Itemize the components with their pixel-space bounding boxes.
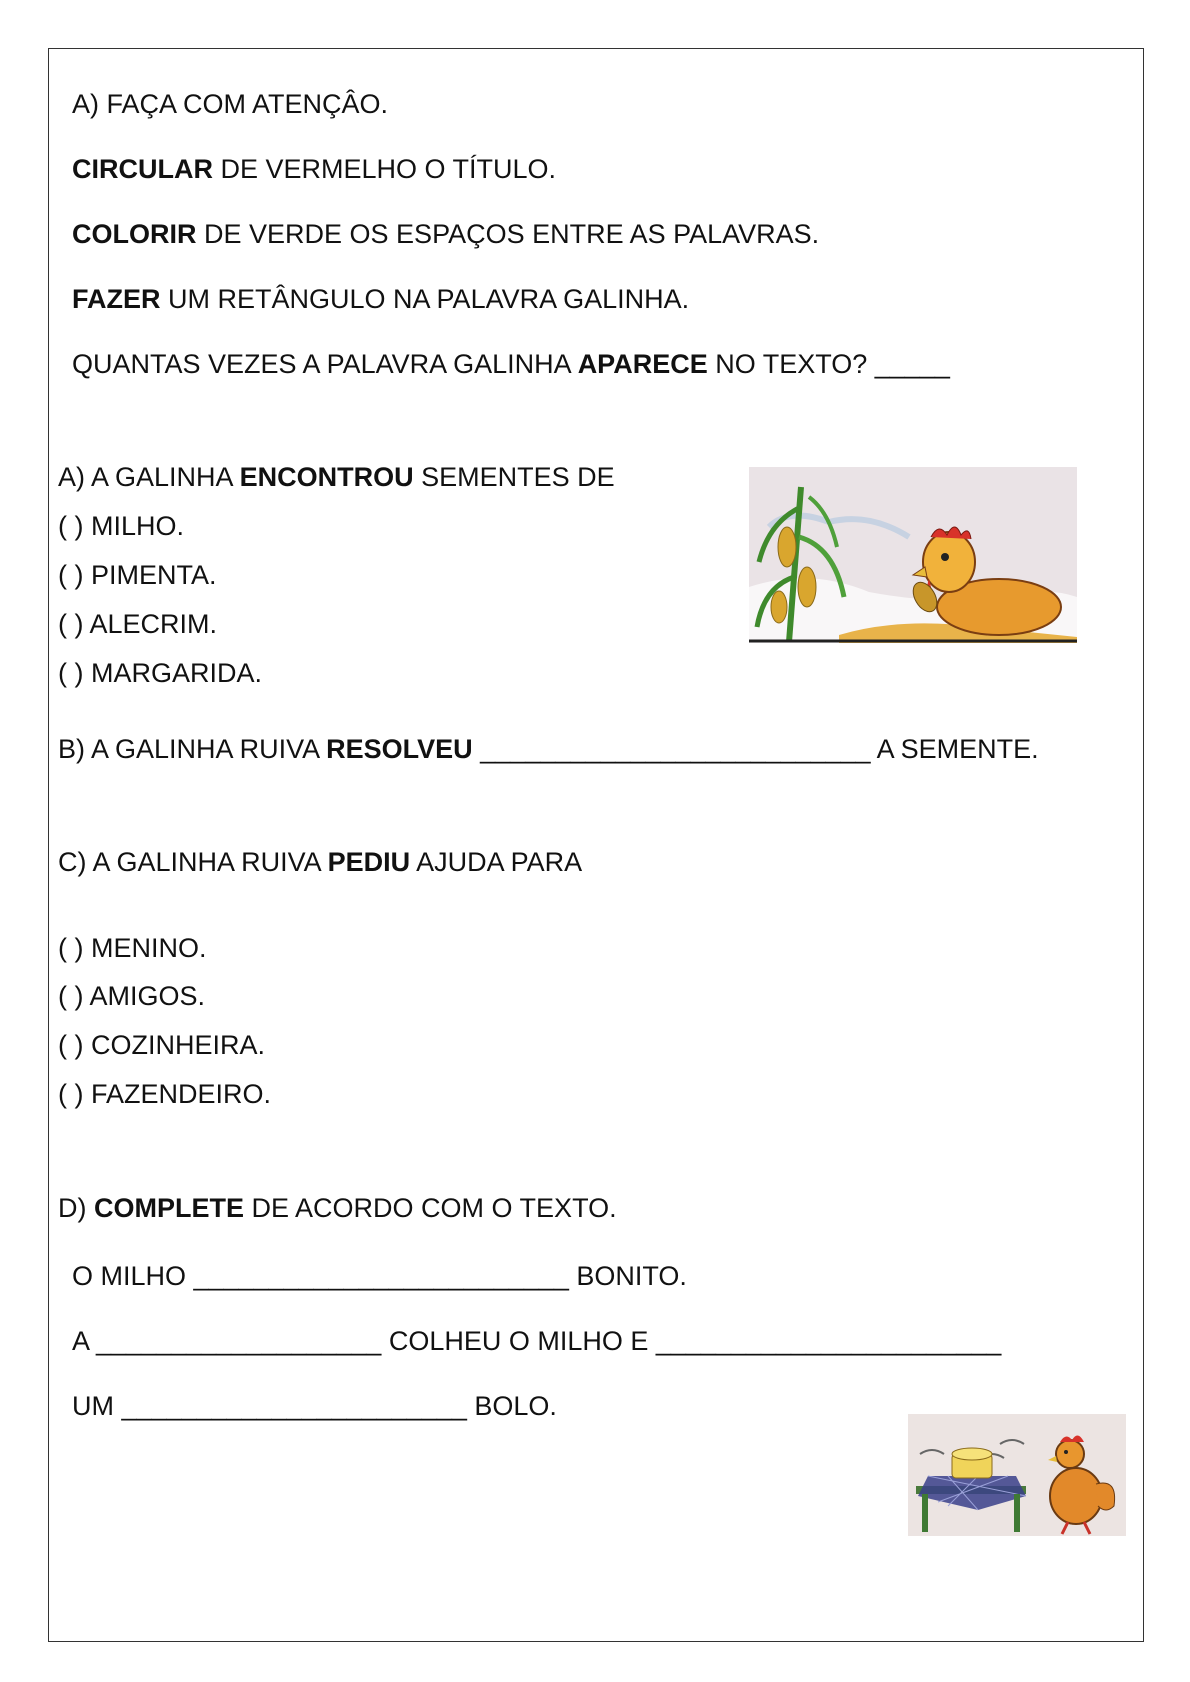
hen-cake-illustration (908, 1414, 1126, 1536)
question-d-line: O MILHO _________________________ BONITO. (72, 1261, 687, 1291)
question-a-option: ( ) PIMENTA. (58, 560, 217, 590)
question-c-option: ( ) FAZENDEIRO. (58, 1079, 272, 1109)
question-a-option: ( ) MARGARIDA. (58, 658, 263, 688)
question-a-prompt: A) A GALINHA ENCONTROU SEMENTES DE (58, 462, 615, 492)
question-a-option: ( ) ALECRIM. (58, 609, 218, 639)
instructions-heading: A) FAÇA COM ATENÇÂO. (72, 89, 389, 119)
question-c-option: ( ) COZINHEIRA. (58, 1030, 265, 1060)
question-c-option: ( ) AMIGOS. (58, 981, 206, 1011)
instruction-circle: CIRCULAR DE VERMELHO O TÍTULO. (72, 154, 557, 184)
question-d-line: UM _______________________ BOLO. (72, 1391, 557, 1421)
question-a-option: ( ) MILHO. (58, 511, 184, 541)
question-c-prompt: C) A GALINHA RUIVA PEDIU AJUDA PARA (58, 847, 583, 877)
hen-corn-illustration (749, 467, 1077, 643)
count-question: QUANTAS VEZES A PALAVRA GALINHA APARECE NO TEXTO? _____ (72, 349, 950, 379)
question-c-option: ( ) MENINO. (58, 933, 207, 963)
question-d-prompt: D) COMPLETE DE ACORDO COM O TEXTO. (58, 1193, 617, 1223)
question-b-prompt: B) A GALINHA RUIVA RESOLVEU __________________________ A SEMENTE. (58, 734, 1039, 764)
question-d-line: A ___________________ COLHEU O MILHO E _______________________ (72, 1326, 1002, 1356)
instruction-color: COLORIR DE VERDE OS ESPAÇOS ENTRE AS PALAVRAS. (72, 219, 820, 249)
instruction-rectangle: FAZER UM RETÂNGULO NA PALAVRA GALINHA. (72, 284, 690, 314)
